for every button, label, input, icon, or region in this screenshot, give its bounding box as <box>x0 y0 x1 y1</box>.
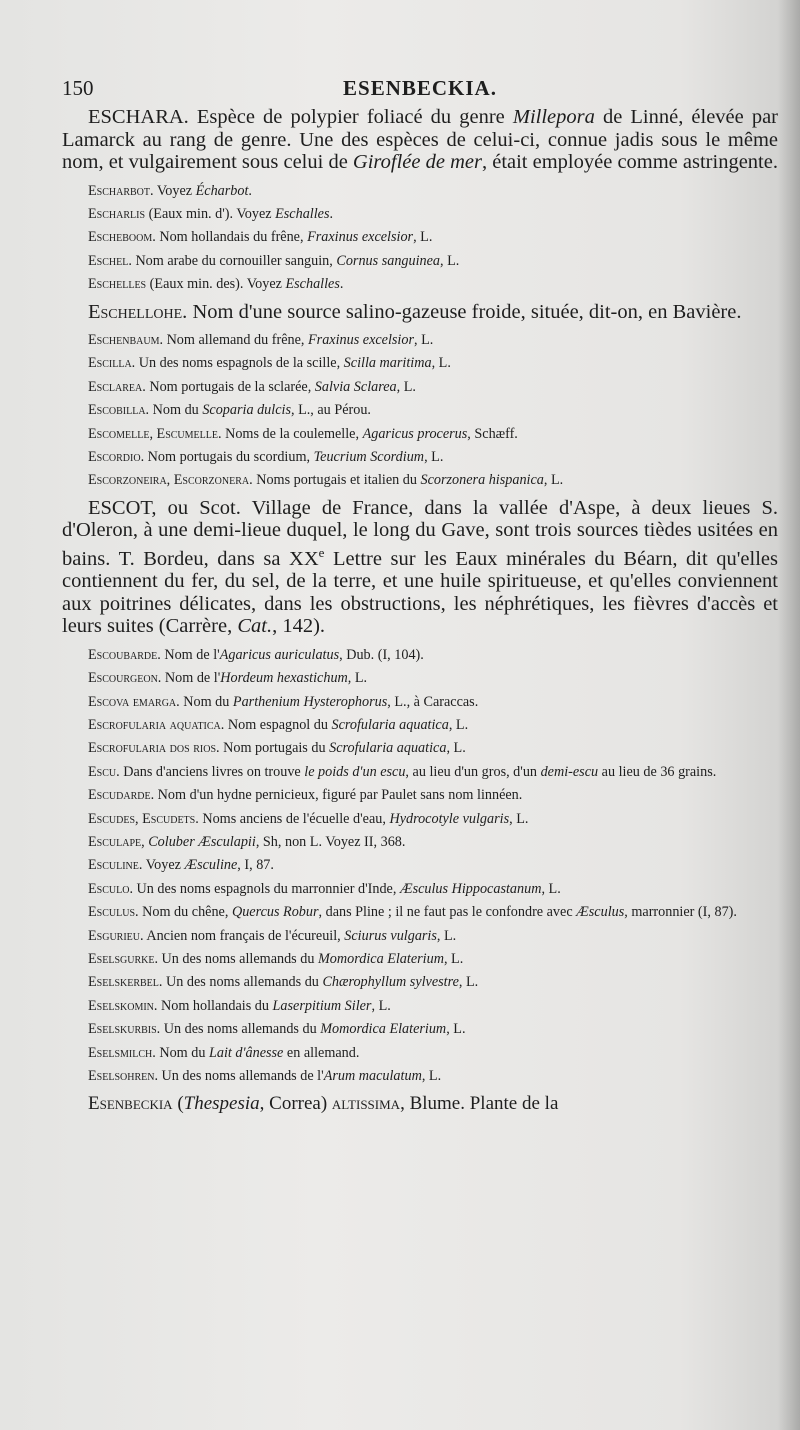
entry-italic: Chærophyllum sylvestre <box>322 974 459 991</box>
list-item <box>62 446 778 469</box>
entry-text: Nom arabe du cornouiller sanguin, <box>131 252 337 269</box>
entry-italic: Agaricus auriculatus <box>219 646 340 663</box>
entry-text: Nom hollandais du <box>157 997 273 1014</box>
entry-head: Esenbeckia <box>88 1093 173 1115</box>
entry-italic: Sciurus vulgaris <box>344 927 437 944</box>
entry-text: (Eaux min. d'). Voyez <box>145 205 276 222</box>
entry-italic: Momordica Elaterium <box>320 1021 447 1038</box>
entry-head: Esgurieu. <box>88 927 144 944</box>
entry-tail: , L. <box>424 449 444 466</box>
entry-head: Escheboom. <box>88 229 156 246</box>
entry-head: Esculine. <box>88 857 143 874</box>
entry-tail: , L. <box>443 950 464 967</box>
entry-head: Escharlis <box>88 205 146 222</box>
entry-smallcaps: altissima <box>331 1093 401 1115</box>
entry-tail: en allemand. <box>283 1044 360 1061</box>
entry-head: Esculape, <box>88 833 145 850</box>
entries-group-5 <box>62 925 778 1089</box>
list-item <box>62 469 778 492</box>
entry-italic: Agaricus procerus <box>362 425 468 442</box>
entry-italic: Lait d'ânesse <box>208 1044 284 1061</box>
entry-tail: , L. <box>543 472 564 489</box>
list-item <box>62 784 778 807</box>
list-item <box>62 352 778 375</box>
entry-text: Nom espagnol du <box>224 716 332 733</box>
entry-tail: , L. <box>448 716 469 733</box>
entries-group-2 <box>62 329 778 493</box>
list-item <box>62 925 778 948</box>
entry-head: Escobilla. <box>88 402 150 419</box>
entries-group-1 <box>62 180 778 297</box>
list-item <box>62 423 778 446</box>
list-item <box>62 273 778 296</box>
entry-italic: demi-escu <box>540 763 599 780</box>
entry-head: Eschel. <box>88 252 132 269</box>
entry-escot <box>62 497 778 638</box>
entry-head: Escudes, Escudets. <box>88 810 199 827</box>
entry-italic: Cat. <box>237 615 273 638</box>
entry-text: Voyez <box>153 182 196 199</box>
entry-italic: Hordeum hexastichum <box>220 670 348 687</box>
entry-text: , Blume. Plante de la <box>400 1093 559 1115</box>
entry-text: Un des noms allemands du <box>160 1021 321 1038</box>
list-item <box>62 1042 778 1065</box>
entry-tail: , L. <box>509 810 529 827</box>
entry-italic: Coluber Æsculapii <box>148 833 256 850</box>
entry-text: Noms portugais et italien du <box>252 472 421 489</box>
entry-tail: , L. <box>431 355 451 372</box>
entry-text: Un des noms allemands du <box>158 950 318 967</box>
entry-text: Nom de l' <box>161 670 221 687</box>
list-item <box>62 854 778 877</box>
entry-text: de Linné, élevée par Lamarck au rang de genre. Une des espèces de celui-ci, connue jadis sous le même nom, et vulgairement sous celui de <box>62 106 778 173</box>
entry-esculus <box>62 901 778 924</box>
list-item <box>62 399 778 422</box>
entry-text: ( <box>172 1093 184 1115</box>
entry-head: Esclarea. <box>88 378 146 395</box>
entry-italic: Écharbot <box>195 182 249 199</box>
entry-sup: e <box>318 544 325 560</box>
entry-text: Nom portugais de la sclarée, <box>145 378 315 395</box>
entry-italic: Giroflée de mer <box>352 151 482 173</box>
entry-head: Escourgeon. <box>88 670 162 687</box>
entry-text: Un des noms espagnols du marronnier d'Inde, <box>133 880 400 897</box>
entry-tail: , L., au Pérou. <box>290 402 371 419</box>
entry-tail: , L. <box>413 332 434 349</box>
entry-head: Escrofularia dos rios. <box>88 740 220 757</box>
entry-head: Eschelles <box>88 276 147 293</box>
entry-text: Nom du <box>149 402 203 419</box>
entry-eschellohe <box>62 301 778 324</box>
entry-text: Nom portugais du scordium, <box>144 449 314 466</box>
entry-italic: Momordica Elaterium <box>317 950 444 967</box>
entry-italic: Æsculus Hippocastanum <box>399 880 542 897</box>
entry-italic: Parthenium Hysterophorus <box>232 693 388 710</box>
page-edge-shadow <box>778 0 800 1430</box>
entry-tail: , L. <box>541 880 561 897</box>
entry-head: Escova emarga. <box>88 693 180 710</box>
entry-italic: Scrofularia aquatica <box>329 740 447 757</box>
list-item <box>62 1018 778 1041</box>
entry-head: Eschenbaum. <box>88 332 164 349</box>
entry-italic: Laserpitium Siler <box>272 997 372 1014</box>
entry-italic: Arum maculatum <box>323 1068 422 1085</box>
entry-text: , était employée comme astringente. <box>481 151 778 173</box>
entry-head: Eselskurbis. <box>88 1021 161 1038</box>
list-item <box>62 376 778 399</box>
entry-esenbeckia <box>62 1092 778 1116</box>
list-item <box>62 667 778 690</box>
entry-text: , marronnier (I, 87). <box>624 904 737 921</box>
entry-italic: Salvia Sclarea <box>314 378 397 395</box>
entry-text: (Eaux min. des). Voyez <box>146 276 286 293</box>
entry-head: Eselskomin. <box>88 997 158 1014</box>
entry-tail: , L. <box>446 740 466 757</box>
entry-text: Voyez <box>142 857 185 874</box>
entry-tail: , L. <box>436 927 457 944</box>
list-item <box>62 808 778 831</box>
entry-italic: Scorzonera hispanica <box>420 472 544 489</box>
entry-tail: . <box>339 276 344 293</box>
list-item <box>62 995 778 1018</box>
entry-tail: , L. <box>458 974 479 991</box>
entry-head: ESCHARA. <box>88 106 189 128</box>
entries-group-3 <box>62 644 778 784</box>
entry-text: Nom du <box>179 693 233 710</box>
list-item <box>62 180 778 203</box>
header-title: ESENBECKIA. <box>343 76 497 100</box>
list-item <box>62 226 778 249</box>
entry-text: au lieu de 36 grains. <box>598 763 717 780</box>
entry-text: Un des noms allemands de l' <box>158 1068 324 1085</box>
entry-head: ESCOT, <box>88 496 157 519</box>
entry-text: Nom portugais du <box>219 740 330 757</box>
entry-tail: , L. <box>396 378 416 395</box>
list-item <box>62 691 778 714</box>
list-item <box>62 878 778 901</box>
entry-text: Nom d'un hydne pernicieux, figuré par Paulet sans nom linnéen. <box>154 787 523 804</box>
entry-tail: , Sh, non L. Voyez II, 368. <box>255 833 406 850</box>
entry-italic: Fraxinus excelsior <box>307 229 414 246</box>
list-item <box>62 971 778 994</box>
entry-text: Noms anciens de l'écuelle d'eau, <box>198 810 390 827</box>
entry-italic: Scoparia dulcis <box>202 402 291 419</box>
entry-tail: , Schæff. <box>467 425 518 442</box>
entry-italic: Hydrocotyle vulgaris <box>389 810 510 827</box>
entry-text: Nom du chêne, <box>138 904 232 921</box>
entry-tail: , L. <box>413 229 433 246</box>
entry-text: Nom d'une source salino-gazeuse froide, située, dit-on, en Bavière. <box>187 300 742 323</box>
entry-head: Escharbot. <box>88 182 154 199</box>
entry-tail: , L. <box>446 1021 466 1038</box>
entry-text: Noms de la coulemelle, <box>221 425 363 442</box>
entry-text: Un des noms allemands du <box>162 974 323 991</box>
entry-italic: Fraxinus excelsior <box>308 332 414 349</box>
entry-head: Eselsohren. <box>88 1068 158 1085</box>
entry-italic: Æsculus <box>576 904 625 921</box>
entry-head: Eschellohe. <box>88 300 188 323</box>
entry-text: Dans d'anciens livres on trouve <box>119 763 305 780</box>
entry-italic: Æsculine <box>184 857 238 874</box>
entry-text: Espèce de polypier foliacé du genre <box>188 106 513 128</box>
entry-tail: , Dub. (I, 104). <box>339 646 424 663</box>
entry-head: Escomelle, Escumelle. <box>88 425 222 442</box>
entry-italic: Quercus Robur <box>231 904 319 921</box>
page-content <box>62 74 778 1135</box>
entry-italic: Scilla maritima <box>343 355 432 372</box>
entry-italic: Teucrium Scordium <box>313 449 425 466</box>
entry-eschara <box>62 106 778 174</box>
page-number: 150 <box>62 76 94 100</box>
entry-italic: Cornus sanguinea <box>336 252 441 269</box>
entry-text: , Correa) <box>259 1093 332 1115</box>
entry-tail: . <box>248 182 252 199</box>
entry-italic: Scrofularia aquatica <box>331 716 449 733</box>
running-header <box>62 74 778 106</box>
entry-head: Escudarde. <box>88 787 155 804</box>
entry-head: Esculus. <box>88 904 139 921</box>
list-item <box>62 329 778 352</box>
entry-tail: . <box>329 205 334 222</box>
entry-tail: , L. <box>421 1068 442 1085</box>
entry-head: Escoubarde. <box>88 646 161 663</box>
entry-text: ou Scot. Village de France, dans la vallée d'Aspe, à deux lieues S. d'Oleron, à une demi-lieue duquel, le long du Gave, sont trois sources tièdes usitées en bains. T. Bordeu, dans sa XX <box>62 496 778 570</box>
list-item <box>62 1065 778 1088</box>
entry-italic: le poids d'un escu <box>304 763 406 780</box>
entry-escu <box>62 761 778 784</box>
entry-head: Eselsgurke. <box>88 950 158 967</box>
list-item <box>62 250 778 273</box>
list-item <box>62 948 778 971</box>
entry-italic: Eschalles <box>285 276 340 293</box>
entry-head: Eselskerbel. <box>88 974 163 991</box>
entry-tail: , L. <box>347 670 368 687</box>
entry-italic: Eschalles <box>275 205 330 222</box>
entry-text: Nom hollandais du frêne, <box>155 229 308 246</box>
entry-head: Escorzoneira, Escorzonera. <box>88 472 253 489</box>
entry-italic: Millepora <box>512 106 595 128</box>
entry-tail: , I, 87. <box>237 857 274 874</box>
entry-text: Nom allemand du frêne, <box>163 332 308 349</box>
list-item <box>62 737 778 760</box>
entry-head: Esculo. <box>88 880 133 897</box>
list-item <box>62 644 778 667</box>
entry-head: Escrofularia aquatica. <box>88 716 225 733</box>
entry-tail: , L., à Caraccas. <box>387 693 479 710</box>
entry-text: Un des noms espagnols de la scille, <box>135 355 344 372</box>
entry-text: , 142). <box>272 615 326 638</box>
list-item <box>62 714 778 737</box>
entry-text: , dans Pline ; il ne faut pas le confondre avec <box>318 904 577 921</box>
entries-group-4 <box>62 784 778 924</box>
entry-tail: , L. <box>371 997 391 1014</box>
entry-text: Nom de l' <box>160 646 220 663</box>
list-item <box>62 831 778 854</box>
entry-head: Eselsmilch. <box>88 1044 156 1061</box>
entry-italic: Thespesia <box>183 1093 260 1115</box>
list-item <box>62 203 778 226</box>
entry-tail: , L. <box>440 252 460 269</box>
entry-text: Lettre sur les Eaux minérales du Béarn, dit qu'elles contiennent du fer, du sel, de la terre, et une huile spiritueuse, et qu'elles conviennent aux poitrines délicates, dans les obstructions, les néphrétiques, les fièvres d'accès et leurs suites (Carrère, <box>62 547 778 638</box>
entry-head: Escordio. <box>88 449 145 466</box>
entry-head: Escilla. <box>88 355 136 372</box>
entry-head: Escu. <box>88 763 120 780</box>
entry-text: Nom du <box>155 1044 209 1061</box>
entry-text: , au lieu d'un gros, d'un <box>405 763 541 780</box>
entry-text: Ancien nom français de l'écureuil, <box>143 927 345 944</box>
